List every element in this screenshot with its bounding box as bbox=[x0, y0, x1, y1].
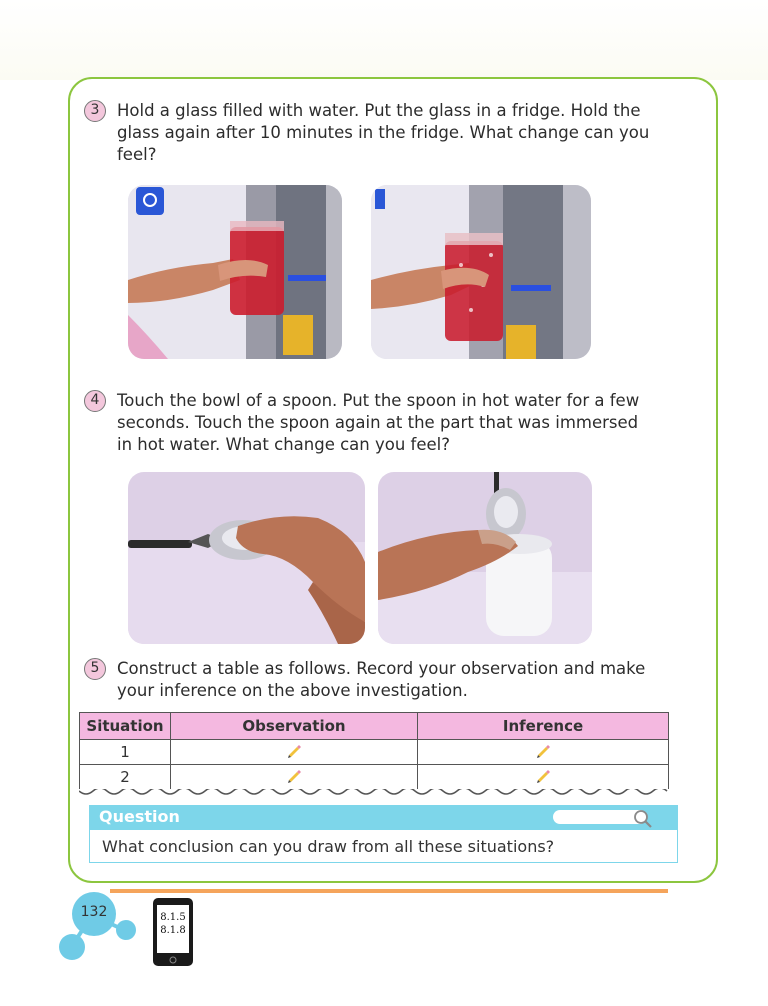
column-header-inference: Inference bbox=[418, 713, 669, 740]
pencil-icon bbox=[286, 767, 302, 783]
table-row bbox=[80, 765, 669, 790]
table-row bbox=[80, 740, 669, 765]
photo-touch-spoon bbox=[128, 472, 365, 644]
table-header-row bbox=[80, 713, 669, 740]
question-box bbox=[89, 805, 678, 863]
question-body bbox=[89, 829, 678, 863]
curriculum-code: 8.1.8 bbox=[160, 925, 186, 936]
step-3-text: Hold a glass filled with water. Put the glass in a fridge. Hold the glass again after 10 minutes in the fridge. What change can you feel? bbox=[117, 101, 650, 164]
page-number-badge bbox=[72, 892, 116, 936]
observation-table bbox=[79, 712, 669, 797]
observation-cell[interactable] bbox=[171, 740, 418, 765]
question-text: What conclusion can you draw from all these situations? bbox=[102, 837, 555, 856]
magnifier-icon bbox=[633, 809, 653, 829]
inference-cell[interactable] bbox=[418, 740, 669, 765]
situation-cell: 2 bbox=[80, 765, 171, 790]
pencil-icon bbox=[286, 742, 302, 758]
page-background bbox=[0, 0, 768, 80]
footer-rule bbox=[110, 889, 668, 893]
curriculum-code: 8.1.5 bbox=[160, 912, 186, 923]
pencil-icon bbox=[535, 742, 551, 758]
step-5 bbox=[84, 658, 654, 702]
curriculum-codes bbox=[157, 905, 189, 953]
inference-cell[interactable] bbox=[418, 765, 669, 790]
step-number-badge: 4 bbox=[84, 390, 106, 412]
situation-cell: 1 bbox=[80, 740, 171, 765]
step-3 bbox=[84, 100, 654, 166]
step-4 bbox=[84, 390, 654, 456]
observation-cell[interactable] bbox=[171, 765, 418, 790]
photo-glass-in-fridge bbox=[128, 185, 342, 359]
step-number-badge: 3 bbox=[84, 100, 106, 122]
question-title: Question bbox=[99, 807, 180, 826]
step-4-text: Touch the bowl of a spoon. Put the spoon in hot water for a few seconds. Touch the spoon again at the part that was immersed in hot water. What change can you feel? bbox=[117, 391, 640, 454]
tablet-icon bbox=[153, 898, 193, 966]
photo-glass-after-fridge bbox=[371, 185, 591, 359]
home-button-icon bbox=[168, 956, 178, 964]
torn-edge-wave bbox=[79, 789, 669, 797]
column-header-situation: Situation bbox=[80, 713, 171, 740]
question-header bbox=[89, 805, 678, 829]
page-number: 132 bbox=[80, 904, 108, 920]
pencil-icon bbox=[535, 767, 551, 783]
column-header-observation: Observation bbox=[171, 713, 418, 740]
photo-spoon-in-hot-water bbox=[378, 472, 592, 644]
step-5-text: Construct a table as follows. Record your observation and make your inference on the above investigation. bbox=[117, 659, 646, 700]
step-number-badge: 5 bbox=[84, 658, 106, 680]
